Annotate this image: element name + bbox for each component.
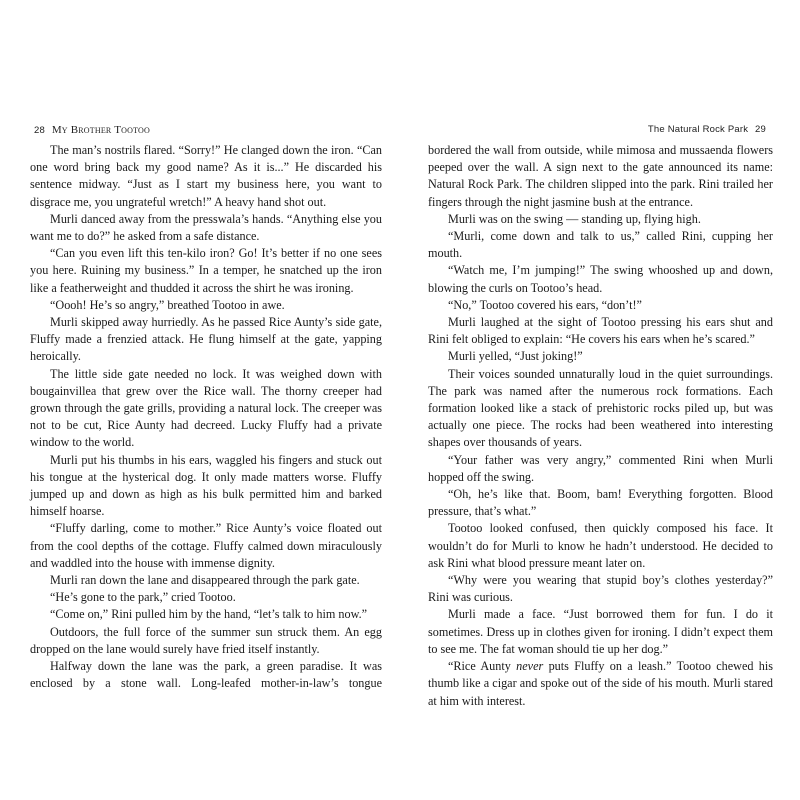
paragraph: Murli yelled, “Just joking!” — [448, 349, 583, 364]
right-page-body — [428, 142, 773, 710]
text-run: “Rice Aunty — [448, 659, 517, 674]
paragraph: “Oh, he’s like that. Boom, bam! Everything forgotten. Blood pressure, that’s what.” — [428, 487, 773, 519]
paragraph: “No,” Tootoo covered his ears, “don’t!” — [448, 297, 642, 312]
paragraph: “Why were you wearing that stupid boy’s clothes yesterday?” Rini was curious. — [428, 573, 773, 605]
text-run: puts Fluffy on a leash.” Tootoo chewed his thumb like a cigar and spoke out of the side of his mouth. Murli stared at him with interest. — [428, 659, 773, 708]
paragraph: Murli laughed at the sight of Tootoo pressing his ears shut and Rini felt obliged to explain: “He covers his ears when he’s scared.” — [428, 315, 773, 347]
paragraph: Murli made a face. “Just borrowed them for fun. I do it sometimes. Dress up in clothes given for ironing. I didn’t expect them to see me. The fat woman should tie up her dog.” — [428, 607, 773, 656]
paragraph: The man’s nostrils flared. “Sorry!” He clanged down the iron. “Can one word bring back my good name? As it is...” He discarded his sentence midway. “Just as I start my business here, you want to disgrace me, you ungrateful wretch!” A heavy hand shot out. — [30, 143, 382, 209]
right-running-head — [648, 124, 770, 135]
paragraph: “Come on,” Rini pulled him by the hand, “let’s talk to him now.” — [50, 607, 368, 622]
paragraph-last — [428, 658, 773, 710]
paragraph: Halfway down the lane was the park, a green paradise. It was enclosed by a stone wall. Long-leafed mother-in-law’s tongue — [30, 659, 382, 691]
paragraph: “Can you even lift this ten-kilo iron? Go! It’s better if no one sees you here. Ruining my business.” In a temper, he snatched up the iron like a featherweight and thudded it across the shirt he was ironing. — [30, 246, 382, 295]
paragraph: The little side gate needed no lock. It was weighed down with bougainvillea that grew over the Rice wall. The thorny creeper had grown through the gate grills, providing a natural lock. The creeper was not to be cut, Rice Aunty had decreed. Lucky Fluffy had a private window to the world. — [30, 366, 382, 450]
left-book-title: My Brother Tootoo — [51, 124, 150, 136]
paragraph: “Watch me, I’m jumping!” The swing whooshed up and down, blowing the curls on Tootoo’s head. — [428, 263, 773, 295]
italic-emphasis: never — [516, 659, 544, 674]
paragraph: Murli ran down the lane and disappeared through the park gate. — [50, 573, 360, 588]
paragraph: “Murli, come down and talk to us,” called Rini, cupping her mouth. — [428, 229, 773, 261]
gutter — [404, 120, 405, 680]
left-running-head — [30, 124, 150, 136]
paragraph: “Oooh! He’s so angry,” breathed Tootoo in awe. — [50, 297, 285, 312]
paragraph: Their voices sounded unnaturally loud in the quiet surroundings. The park was named after the numerous rock formations. Each formation looked like a stack of prehistoric rocks piled up, but was actually one piece. The rocks had been weathered into interesting shapes over thousands of years. — [428, 366, 773, 450]
paragraph: Murli was on the swing — standing up, flying high. — [448, 211, 701, 226]
paragraph: Murli danced away from the presswala’s hands. “Anything else you want me to do?” he asked from a safe distance. — [30, 211, 382, 244]
right-chapter-title: The Natural Rock Park — [647, 124, 749, 135]
left-page-body — [30, 142, 382, 693]
paragraph: Murli skipped away hurriedly. As he passed Rice Aunty’s side gate, Fluffy made a frenzied attack. He flung himself at the gate, yapping heroically. — [30, 315, 382, 364]
paragraph: “Fluffy darling, come to mother.” Rice Aunty’s voice floated out from the cool depths of the cottage. Fluffy calmed down miraculously and waddled into the house with immense dignity. — [30, 521, 382, 570]
paragraph-continuation: bordered the wall from outside, while mimosa and mussaenda flowers peeped over the wall. A sign next to the gate announced its name: Natural Rock Park. The children slipped into the park. Rini trailed her fingers through the night jasmine bush at the entrance. — [428, 143, 773, 209]
paragraph: Tootoo looked confused, then quickly composed his face. It wouldn’t do for Murli to know he hadn’t understood. He decided to ask Rini what blood pressure meant later on. — [428, 521, 773, 570]
paragraph: Murli put his thumbs in his ears, waggled his fingers and stuck out his tongue at the hysterical dog. It only made matters worse. Fluffy jumped up and down as high as his bulk permitted him and barked himself hoarse. — [30, 452, 382, 519]
paragraph: “He’s gone to the park,” cried Tootoo. — [50, 590, 236, 605]
left-page-number: 28 — [34, 125, 45, 136]
paragraph: Outdoors, the full force of the summer sun struck them. An egg dropped on the lane would surely have fried itself instantly. — [30, 624, 382, 656]
right-page-number: 29 — [755, 124, 766, 135]
paragraph: “Your father was very angry,” commented Rini when Murli hopped off the swing. — [428, 452, 773, 484]
